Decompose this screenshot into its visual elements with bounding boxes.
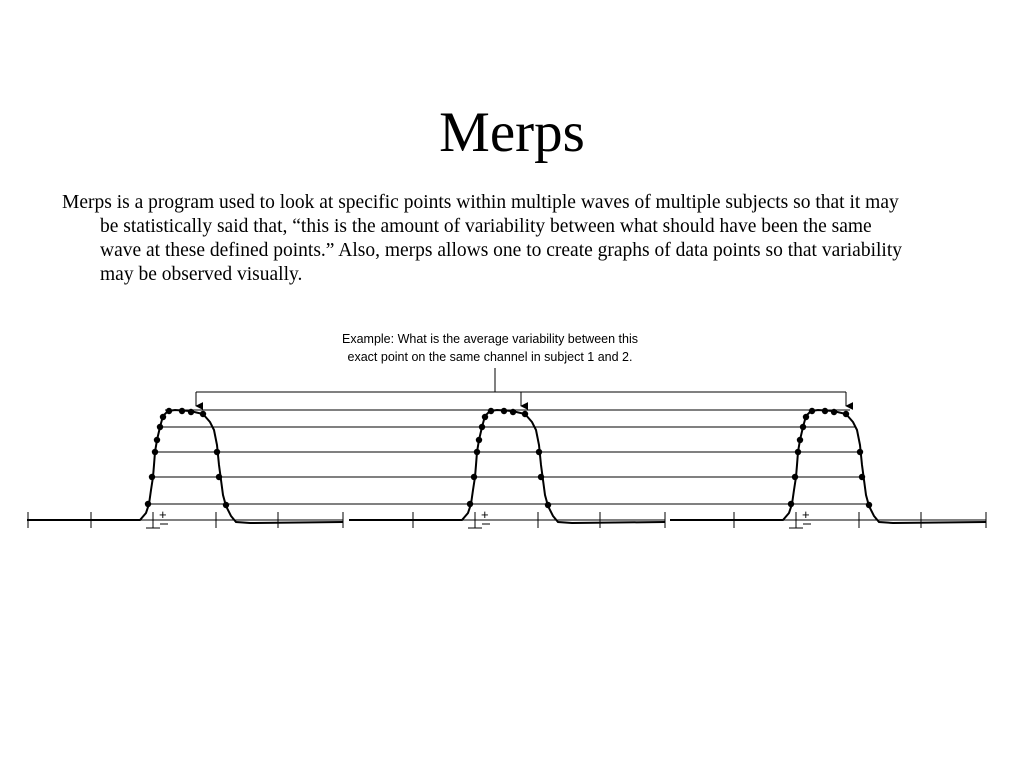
sample-point	[149, 474, 155, 480]
sample-point	[788, 501, 794, 507]
sample-point	[545, 502, 551, 508]
sample-point	[471, 474, 477, 480]
sample-point	[216, 474, 222, 480]
sample-point	[843, 411, 849, 417]
sample-point	[467, 501, 473, 507]
sample-point	[200, 411, 206, 417]
sample-point	[474, 449, 480, 455]
sample-point	[536, 449, 542, 455]
wave-3	[670, 408, 986, 528]
sample-point	[822, 408, 828, 414]
sample-point	[482, 414, 488, 420]
callout-caption	[300, 330, 680, 366]
sample-point	[479, 424, 485, 430]
level-lines	[148, 410, 866, 504]
sample-point	[866, 502, 872, 508]
sample-point	[857, 449, 863, 455]
reference-plus-label: +	[802, 507, 810, 522]
sample-point	[152, 449, 158, 455]
sample-point	[157, 424, 163, 430]
sample-point	[831, 409, 837, 415]
callout-bracket	[196, 368, 846, 406]
sample-point	[803, 414, 809, 420]
wave-trace	[27, 410, 343, 523]
sample-point	[488, 408, 494, 414]
waves	[27, 408, 986, 528]
callout-line-1: Example: What is the average variability between this	[342, 332, 638, 346]
reference-plus-label: +	[159, 507, 167, 522]
sample-point	[800, 424, 806, 430]
slide-title: Merps	[439, 101, 585, 164]
wave-2	[349, 408, 665, 528]
sample-point	[145, 501, 151, 507]
callout-line-2: exact point on the same channel in subject 1 and 2.	[347, 350, 633, 364]
sample-point	[154, 437, 160, 443]
sample-point	[214, 449, 220, 455]
sample-point	[797, 437, 803, 443]
sample-point	[179, 408, 185, 414]
wave-trace	[349, 410, 665, 523]
sample-point	[166, 408, 172, 414]
sample-point	[510, 409, 516, 415]
wave-trace	[670, 410, 986, 523]
sample-point	[476, 437, 482, 443]
sample-point	[522, 411, 528, 417]
wave-1	[27, 408, 343, 528]
sample-point	[538, 474, 544, 480]
sample-point	[809, 408, 815, 414]
sample-point	[792, 474, 798, 480]
reference-plus-label: +	[481, 507, 489, 522]
sample-point	[795, 449, 801, 455]
sample-point	[859, 474, 865, 480]
sample-point	[223, 502, 229, 508]
sample-point	[501, 408, 507, 414]
slide-body-text: Merps is a program used to look at specific points within multiple waves of multiple subjects so that it may be statistically said that, “this is the amount of variability between what should have been the same wave at these defined points.” Also, merps allows one to create graphs of data points so that variability may be observed visually.	[62, 192, 902, 285]
sample-point	[160, 414, 166, 420]
sample-point	[188, 409, 194, 415]
